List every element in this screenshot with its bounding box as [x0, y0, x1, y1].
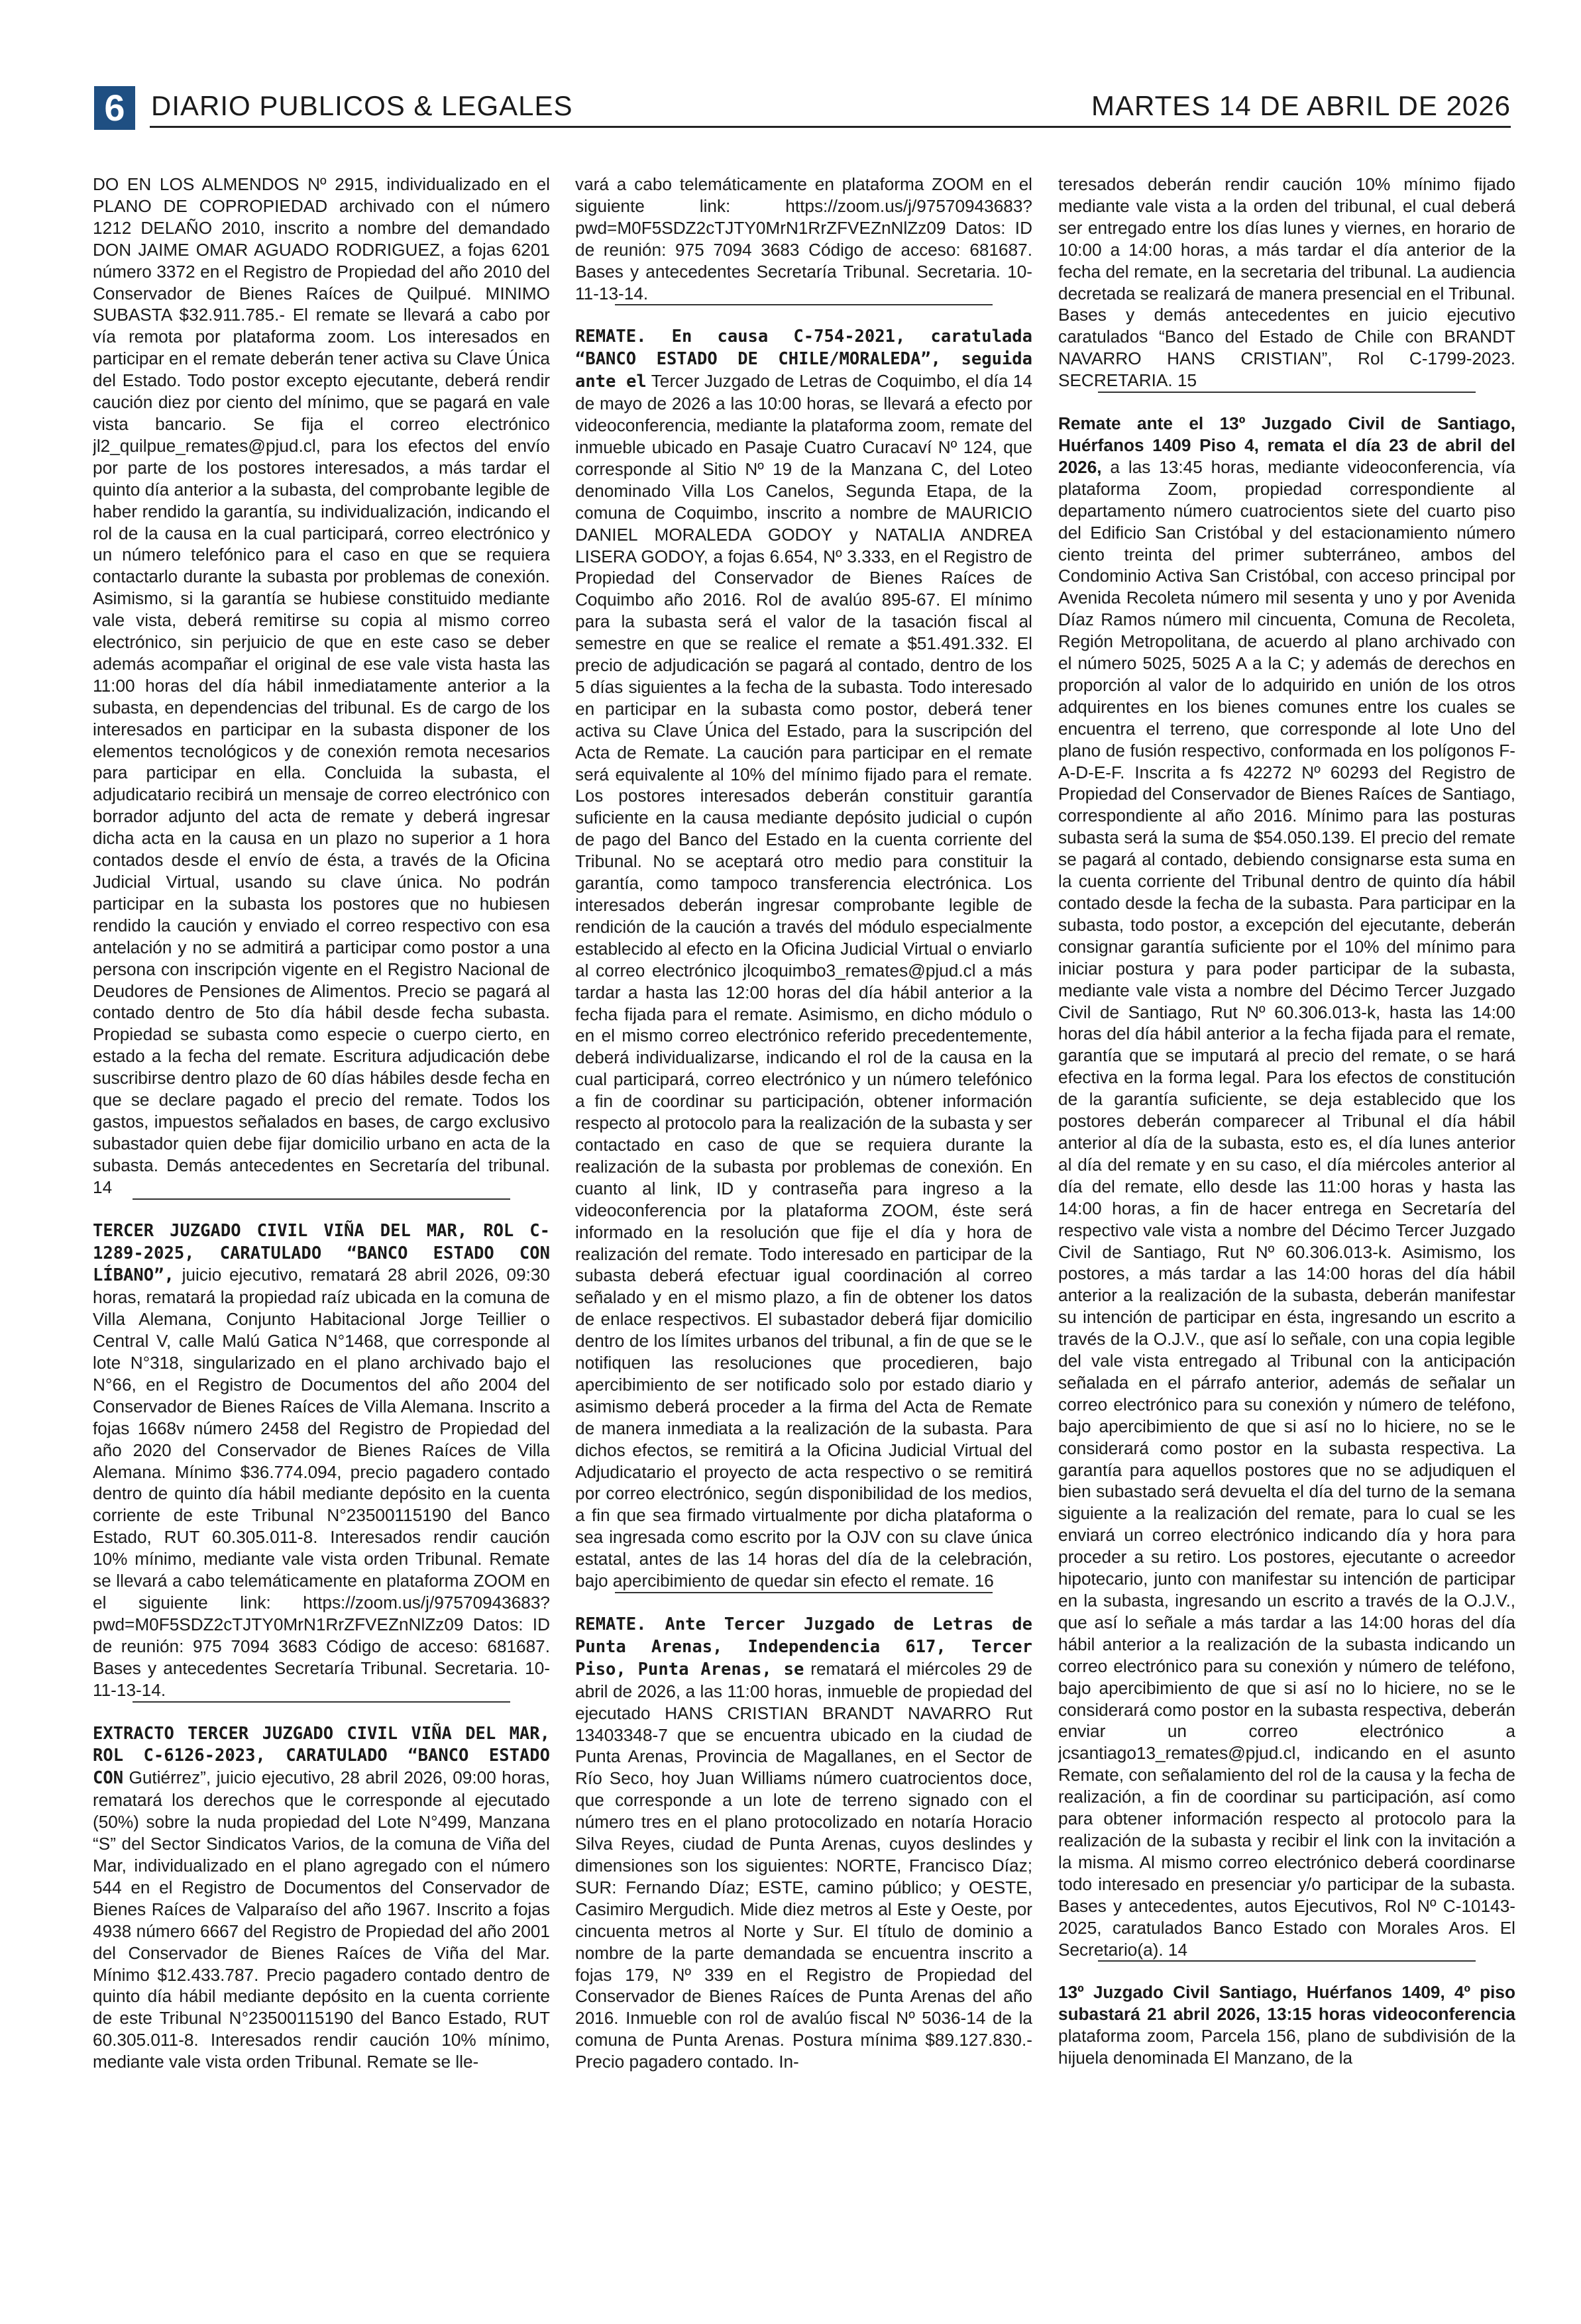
notice-body: Gutiérrez”, juicio ejecutivo, 28 abril 2026, 09:00 horas, rematará los derechos que le corresponde al ejecutado (50%) sobre la nuda propiedad del Lote N°499, Manzana “S” del Sector Sindicatos Varios, de la comuna de Viña del Mar, individualizado en el plano agregado con el número 544 en el Registro de Documentos del Conservador de Bienes Raíces de Valparaíso del año 1967. Inscrito a fojas 4938 número 6667 del Registro de Propiedad del año 2001 del Conservador de Bienes Raíces de Viña del Mar. Mínimo $12.433.787. Precio pagadero contado dentro de quinto día hábil mediante depósito en la cuenta corriente de este Tribunal N°23500115190 del Banco Estado, RUT 60.305.011-8. Interesados rendir caución 10% mínimo, mediante vale vista orden Tribunal. Remate se lle- [93, 1768, 550, 2072]
notice-vina-c6126 [93, 1722, 550, 2074]
notice-col1-continued [93, 174, 550, 1198]
notice-santiago-13-a [1058, 413, 1515, 1960]
header-rule [150, 126, 1511, 128]
notice-body: teresados deberán rendir caución 10% mínimo fijado mediante vale vista a la orden del tribunal, el cual deberá ser entregado entre los días lunes y viernes, en horario de 10:00 a 14:00 horas, a más tardar el día anterior de la fecha del remate, en la secretaria del tribunal. La audiencia decretada se realizará de manera presencial en el Tribunal. Bases y demás antecedentes en juicio ejecutivo caratulados “Banco del Estado de Chile con BRANDT NAVARRO HANS CRISTIAN”, Rol C-1799-2023. SECRETARIA. 15 [1058, 174, 1515, 391]
notice-separator [615, 304, 993, 305]
notice-body: Tercer Juzgado de Letras de Coquimbo, el día 14 de mayo de 2026 a las 10:00 horas, se llevará a efecto por videoconferencia, mediante la plataforma zoom, remate del inmueble ubicado en Pasaje Cuatro Curacaví Nº 124, que corresponde al Sitio Nº 19 de la Manzana C, del Loteo denominado Villa Los Canelos, Segunda Etapa, de la comuna de Coquimbo, inscrito a nombre de MAURICIO DANIEL MORALEDA GODOY y NATALIA ANDREA LISERA GODOY, a fojas 6.654, Nº 3.333, en el Registro de Propiedad del Conservador de Bienes Raíces de Coquimbo año 2016. Rol de avalúo 895-67. El mínimo para la subasta será el valor de la tasación fiscal al semestre en que se realice el remate a $51.491.332. El precio de adjudicación se pagará al contado, dentro de los 5 días siguientes a la fecha de la subasta. Todo interesado en participar en la subasta como postor, deberá tener activa su Clave Única del Estado, para la suscripción del Acta de Remate. La caución para participar en el remate será equivalente al 10% del mínimo fijado para el remate. Los postores interesados deberán constituir garantía suficiente en la causa mediante depósito judicial o cupón de pago del Banco del Estado en la cuenta corriente del Tribunal. No se aceptará otro medio para constituir la garantía, como tampoco transferencia electrónica. Los interesados deberán ingresar comprobante legible de rendición de la caución a través del módulo especialmente establecido al efecto en la Oficina Judicial Virtual o enviarlo al correo electrónico jlcoquimbo3_remates@pjud.cl a más tardar a hasta las 12:00 horas del día hábil anterior a la fecha fijada para el remate. Asimismo, en dicho módulo o en el mismo correo electrónico referido precedentemente, deberá individualizarse, indicando el rol de la causa en la cual participará, correo electrónico y un número telefónico a fin de coordinar su participación, obtener información respecto al protocolo para la realización de la subasta y ser contactado en caso de que se requiera durante la realización de la subasta por problemas de conexión. En cuanto al link, ID y contraseña para ingreso a la videoconferencia por la plataforma ZOOM, éste será informado en la resolución que fije el día y hora de realización del remate. Todo interesado en participar de la subasta deberá efectuar igual coordinación al correo señalado y en el mismo plazo, a fin de obtener los datos de enlace respectivos. El subastador deberá fijar domicilio dentro de los límites urbanos del tribunal, a fin de que se le notifiquen las resoluciones que procedieren, bajo apercibimiento de ser notificado solo por estado diario y asimismo deberá proceder a la firma del Acta de Remate de manera inmediata a la realización de la subasta. Para dichos efectos, se remitirá a la Oficina Judicial Virtual del Adjudicatario el proyecto de acta respectivo o se remitirá por correo electrónico, según disponibilidad de los medios, a fin que sea firmado virtualmente por dicha plataforma o sea ingresada como escrito por la OJV con su clave única estatal, antes de las 14 horas del día de la celebración, bajo apercibimiento de quedar sin efecto el remate. 16 [575, 371, 1032, 1591]
notice-heading: REMATE. En causa C-754-2021, caratulada “BANCO ESTADO DE CHILE/MORALEDA”, seguida ante el [575, 327, 1032, 392]
notice-body: vará a cabo telemáticamente en plataforma ZOOM en el siguiente link: https://zoom.us/j/97570943683?pwd=M0F5SDZ2cTJTY0MrN1RrZFVEZnNlZz09 Datos: ID de reunión: 975 7094 3683 Código de acceso: 681687. Bases y antecedentes Secretaría Tribunal. Secretaria. 10-11-13-14. [575, 174, 1032, 303]
issue-date: MARTES 14 DE ABRIL DE 2026 [1091, 90, 1511, 121]
notice-body: juicio ejecutivo, rematará 28 abril 2026, 09:30 horas, rematará la propiedad raíz ubicada en la comuna de Villa Alemana, Conjunto Habitacional Jorge Teillier o Central V, calle Malú Gatica N°1468, que corresponde al lote N°318, singularizado en el plano archivado bajo el N°66, en el Registro de Documentos del año 2004 del Conservador de Bienes Raíces de Villa Alemana. Inscrito a fojas 1668v número 2458 del Registro de Propiedad del año 2020 del Conservador de Bienes Raíces de Villa Alemana. Mínimo $36.774.094, precio pagadero contado dentro de quinto día hábil mediante depósito en la cuenta corriente de este Tribunal N°23500115190 del Banco Estado, RUT 60.305.011-8. Interesados rendir caución 10% mínimo, mediante vale vista orden Tribunal. Remate se llevará a cabo telemáticamente en plataforma ZOOM en el siguiente link: https://zoom.us/j/97570943683?pwd=M0F5SDZ2cTJTY0MrN1RrZFVEZnNlZz09 Datos: ID de reunión: 975 7094 3683 Código de acceso: 681687. Bases y antecedentes Secretaría Tribunal. Secretaria. 10-11-13-14. [93, 1265, 550, 1700]
notice-santiago-13-b [1058, 1981, 1515, 2069]
notice-heading: REMATE. Ante Tercer Juzgado de Letras de Punta Arenas, Independencia 617, Tercer Piso, Punta Arenas, se [575, 1614, 1032, 1679]
notice-separator [133, 1701, 510, 1703]
notice-vina-c1289 [93, 1220, 550, 1701]
notice-separator [615, 1592, 993, 1593]
column-1 [93, 174, 550, 2294]
page-number: 6 [94, 86, 135, 130]
notice-heading: TERCER JUZGADO CIVIL VIÑA DEL MAR, ROL C-1289-2025, CARATULADO “BANCO ESTADO CON LÍBANO”, [93, 1220, 550, 1286]
column-3 [1058, 174, 1515, 2294]
section-title: DIARIO PUBLICOS & LEGALES [151, 90, 573, 121]
notice-body: plataforma zoom, Parcela 156, plano de subdivisión de la hijuela denominada El Manzano, de la [1058, 2026, 1515, 2068]
notice-body: a las 13:45 horas, mediante videoconferencia, vía plataforma Zoom, propiedad correspondiente al departamento número cuatrocientos siete del cuarto piso del Edificio San Cristóbal y del estacionamiento número ciento treinta del primer subterráneo, ambos del Condominio Activa San Cristóbal, con acceso principal por Avenida Recoleta número mil sesenta y uno y por Avenida Díaz Ramos número mil cincuenta, Comuna de Recoleta, Región Metropolitana, de acuerdo al plano archivado con el número 5025, 5025 A a la C; y además de derechos en proporción al valor de lo adquirido en unión de los otros adquirentes en los bienes comunes entre los cuales se encuentra el terreno, que corresponde al lote Uno del plano de fusión respectivo, conformada en los polígonos F-A-D-E-F. Inscrita a fs 42272 Nº 60293 del Registro de Propiedad del Conservador de Bienes Raíces de Santiago, correspondiente al año 2016. Mínimo para las posturas subasta será la suma de $54.050.139. El precio del remate se pagará al contado, debiendo consignarse esta suma en la cuenta corriente del Tribunal dentro de quinto día hábil contado desde la fecha de la subasta. Para participar en la subasta, todo postor, a excepción del ejecutante, deberán consignar garantía suficiente por el 10% del mínimo para iniciar postura y para poder participar de la subasta, mediante vale vista a nombre del Décimo Tercer Juzgado Civil de Santiago, Rut Nº 60.306.013-k, hasta las 14:00 horas del día hábil anterior a la fecha fijada para el remate, garantía que se imputará al precio del remate, o se hará efectiva en la forma legal. Para los efectos de constitución de la garantía suficiente, se deja establecido que los postores deberán comparecer al Tribunal el día hábil anterior al día de la subasta, esto es, el día lunes anterior al día del remate y en su caso, el día miércoles anterior al día del remate, ello desde las 11:00 horas y hasta las 14:00 horas, a fin de hacer entrega en Secretaría del respectivo vale vista a nombre del Décimo Tercer Juzgado Civil de Santiago, Rut Nº 60.306.013-k. Asimismo, los postores, a más tardar a las 14:00 horas del día hábil anterior a la realización de la subasta, deberán manifestar su intención de participar en ésta, ingresando un escrito a través de la O.J.V., que así lo señale, con una copia legible del vale vista entregado al Tribunal con la anticipación señalada en el párrafo anterior, además de señalar un correo electrónico para su conexión y número de teléfono, bajo apercibimiento de que si así no lo hiciere, no se le considerará como postor en la subasta respectiva. La garantía para aquellos postores que no se adjudiquen el bien subastado será devuelta el día del turno de la semana siguiente a la realización del remate, para lo cual se les enviará un correo electrónico indicando día y hora para proceder a su retiro. Los postores, ejecutante o acreedor hipotecario, junto con manifestar su intención de participar en la subasta, ingresando un escrito a través de la O.J.V., que así lo señale a más tardar a las 14:00 horas del día hábil anterior a la realización de la subasta indicando un correo electrónico para su conexión y número de teléfono, bajo apercibimiento de que si así no lo hiciere, no se le considerará como postor en la subasta respectiva, deberán enviar un correo electrónico a jcsantiago13_remates@pjud.cl, indicando en el asunto Remate, con señalamiento del rol de la causa y la fecha de realización, a fin de coordinar su participación, así como para obtener información respecto al protocolo para la realización de la subasta y recibir el link con la invitación a la misma. Al mismo correo electrónico deberá coordinarse todo interesado en presenciar y/o participar de la subasta. Bases y antecedentes, autos Ejecutivos, Rol Nº C-10143-2025, caratulados Banco Estado con Morales Aros. El Secretario(a). 14 [1058, 456, 1515, 1960]
column-2 [575, 174, 1032, 2294]
notice-heading: 13º Juzgado Civil Santiago, Huérfanos 1409, 4º piso subastará 21 abril 2026, 13:15 horas videoconferencia [1058, 1982, 1515, 2025]
notice-coquimbo-c754 [575, 325, 1032, 1592]
notice-body: rematará el miércoles 29 de abril de 2026, a las 11:00 horas, inmueble de propiedad del ejecutado HANS CRISTIAN BRANDT NAVARRO Rut 13403348-7 que se encuentra ubicado en la ciudad de Punta Arenas, Provincia de Magallanes, en el Sector de Río Seco, hoy Juan Williams número cuatrocientos doce, que corresponde a un lote de terreno signado con el número tres en el plano protocolizado en notaría Horacio Silva Reyes, ciudad de Punta Arenas, cuyos deslindes y dimensiones son los siguientes: NORTE, Francisco Díaz; SUR: Fernando Díaz; ESTE, camino público; y OESTE, Casimiro Mergudich. Mide diez metros al Este y Oeste, por cincuenta metros al Norte y Sur. El título de dominio a nombre de la parte demandada se encuentra inscrito a fojas 179, Nº 339 en el Registro de Propiedad del Conservador de Bienes Raíces de Punta Arenas del año 2016. Inmueble con rol de avalúo fiscal Nº 5036-14 de la comuna de Punta Arenas. Postura mínima $89.127.830.- Precio pagadero contado. In- [575, 1658, 1032, 2072]
notice-separator [1098, 1960, 1476, 1962]
notice-punta-arenas [575, 1613, 1032, 2073]
notice-separator [133, 1198, 510, 1200]
notice-heading: EXTRACTO TERCER JUZGADO CIVIL VIÑA DEL MAR, ROL C-6126-2023, CARATULADO “BANCO ESTADO CON [93, 1723, 550, 1789]
notice-body: DO EN LOS ALMENDOS Nº 2915, individualizado en el PLANO DE COPROPIEDAD archivado con el número 1212 DELAÑO 2010, inscrito a nombre del demandado DON JAIME OMAR AGUADO RODRIGUEZ, a fojas 6201 número 3372 en el Registro de Propiedad del año 2010 del Conservador de Bienes Raíces de Quilpué. MINIMO SUBASTA $32.911.785.- El remate se llevará a cabo por vía remota por plataforma zoom. Los interesados en participar en el remate deberán tener activa su Clave Única del Estado. Todo postor excepto ejecutante, deberá rendir caución diez por ciento del mínimo, que se pagará en vale vista bancario. Se fija el correo electrónico jl2_quilpue_remates@pjud.cl, para los efectos del envío por parte de los postores interesados, a más tardar el quinto día anterior a la subasta, del comprobante legible de haber rendido la garantía, su individualización, indicando el rol de la causa en la cual participará, correo electrónico y un número telefónico para el caso en que se requiera contactarlo durante la subasta por problemas de conexión. Asimismo, si la garantía se hubiese constituido mediante vale vista, deberá remitirse su copia al mismo correo electrónico, sin perjuicio de que en este caso se deber además acompañar el original de ese vale vista hasta las 11:00 horas del día hábil inmediatamente anterior a la subasta, en dependencias del tribunal. Es de cargo de los interesados en participar en la subasta disponer de los elementos tecnológicos y de conexión remota necesarios para participar en ella. Concluida la subasta, el adjudicatario recibirá un mensaje de correo electrónico con borrador adjunto del acta de remate y deberá ingresar dicha acta en la causa en un plazo no superior a 1 hora contados desde el envío de ésta, a través de la Oficina Judicial Virtual, usando su clave única. No podrán participar en la subasta los postores que no hubiesen rendido la caución y enviado el correo respectivo con esa antelación y no se admitirá a participar como postor a una persona con inscripción vigente en el Registro Nacional de Deudores de Pensiones de Alimentos. Precio se pagará al contado dentro de 5to día hábil desde fecha subasta. Propiedad se subasta como especie o cuerpo cierto, en estado a la fecha del remate. Escritura adjudicación debe suscribirse dentro plazo de 60 días hábiles desde fecha en que se declare pagado el precio del remate. Todos los gastos, impuestos señalados en bases, de cargo exclusivo subastador quien debe fijar domicilio urbano en acta de la subasta. Demás antecedentes en Secretaría del tribunal. 14 [93, 174, 550, 1197]
notice-separator [1098, 392, 1476, 393]
page-header [86, 85, 1511, 129]
notice-col3-continued [1058, 174, 1515, 392]
notice-col2-continued [575, 174, 1032, 304]
notice-heading: Remate ante el 13º Juzgado Civil de Santiago, Huérfanos 1409 Piso 4, remata el día 23 de abril del 2026, [1058, 413, 1515, 477]
